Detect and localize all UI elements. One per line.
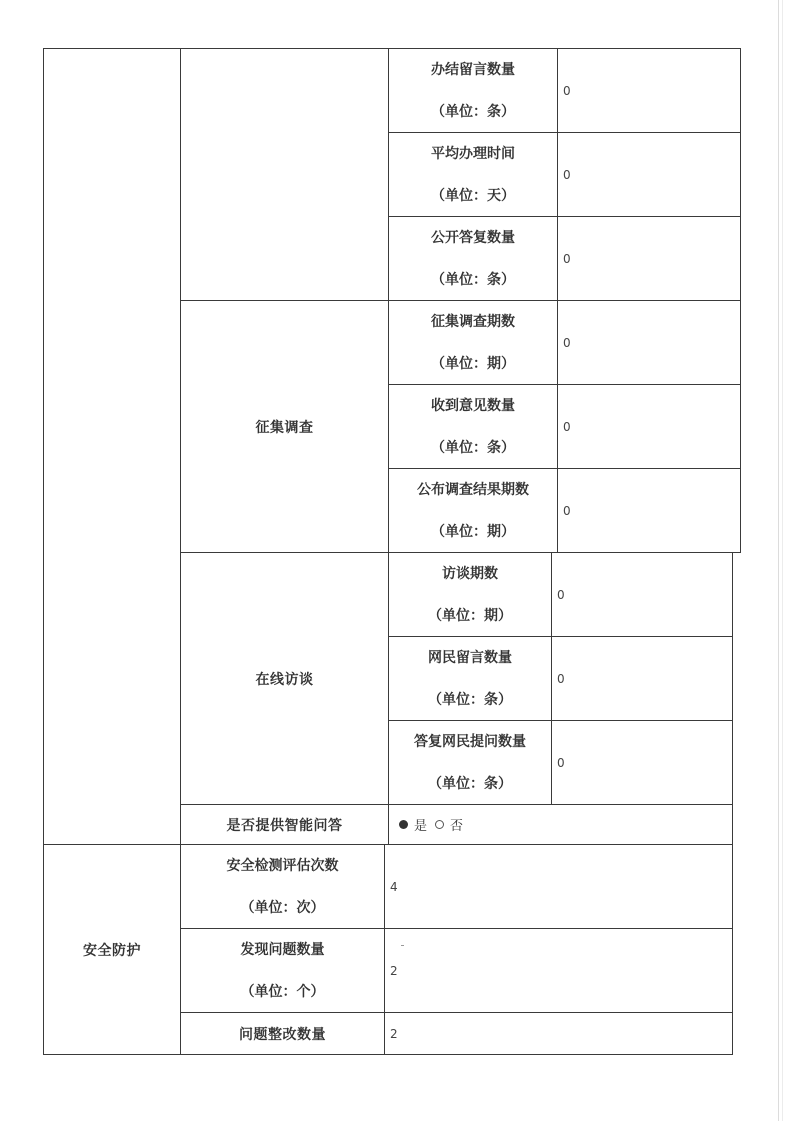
row-label-cell bbox=[388, 552, 552, 637]
row-label: 平均办理时间 bbox=[431, 145, 515, 162]
row-label: 办结留言数量 bbox=[431, 61, 515, 78]
row-label-cell bbox=[388, 48, 558, 133]
row-label-cell bbox=[180, 844, 385, 929]
row-label: 公开答复数量 bbox=[431, 229, 515, 246]
scan-edge bbox=[782, 0, 783, 1121]
row-unit: （单位：条） bbox=[428, 775, 512, 792]
row-value-cell bbox=[557, 48, 741, 133]
row-unit: （单位：条） bbox=[431, 103, 515, 120]
security-category-cell bbox=[43, 844, 181, 1055]
row-label-cell bbox=[388, 720, 552, 805]
row-label-cell bbox=[388, 216, 558, 301]
interview-label: 在线访谈 bbox=[255, 671, 314, 688]
row-value-cell bbox=[557, 300, 741, 385]
row-label: 答复网民提问数量 bbox=[414, 733, 526, 750]
row-label: 网民留言数量 bbox=[428, 649, 512, 666]
radio-yes[interactable] bbox=[399, 820, 408, 829]
row-unit: （单位：期） bbox=[428, 607, 512, 624]
interview-category-cell bbox=[180, 552, 389, 805]
row-value: 0 bbox=[557, 587, 565, 602]
security-label: 安全防护 bbox=[83, 942, 141, 959]
top-subcategory-cell bbox=[180, 48, 389, 301]
radio-yes-label: 是 bbox=[414, 819, 428, 834]
smart-qa-label-cell bbox=[180, 804, 389, 845]
row-unit: （单位：个） bbox=[240, 983, 325, 1000]
row-value: 0 bbox=[563, 83, 571, 98]
row-label: 征集调查期数 bbox=[431, 313, 515, 330]
row-value-cell bbox=[557, 468, 741, 553]
row-value: 0 bbox=[557, 755, 565, 770]
row-value-cell bbox=[384, 1012, 733, 1055]
row-label-cell bbox=[180, 1012, 385, 1055]
row-label-cell bbox=[388, 468, 558, 553]
scan-speck bbox=[401, 945, 404, 946]
row-unit: （单位：期） bbox=[431, 355, 515, 372]
row-label-cell bbox=[388, 384, 558, 469]
row-value: 0 bbox=[557, 671, 565, 686]
row-value: 2 bbox=[390, 1026, 398, 1041]
survey-category-cell bbox=[180, 300, 389, 553]
radio-no-label: 否 bbox=[450, 819, 464, 834]
row-unit: （单位：天） bbox=[431, 187, 515, 204]
row-unit: （单位：条） bbox=[431, 439, 515, 456]
row-label-cell bbox=[388, 300, 558, 385]
row-label: 公布调查结果期数 bbox=[417, 481, 529, 498]
row-value: 0 bbox=[563, 251, 571, 266]
row-unit: （单位：条） bbox=[431, 271, 515, 288]
row-value-cell bbox=[557, 384, 741, 469]
outer-category-cell bbox=[43, 48, 181, 845]
row-label: 发现问题数量 bbox=[240, 941, 325, 958]
row-label-cell bbox=[388, 636, 552, 721]
smart-qa-options-cell bbox=[388, 804, 733, 845]
scan-edge bbox=[778, 0, 779, 1121]
survey-label: 征集调查 bbox=[255, 419, 314, 436]
row-value: 0 bbox=[563, 167, 571, 182]
row-value-cell bbox=[384, 928, 733, 1013]
row-value: 0 bbox=[563, 335, 571, 350]
row-label: 访谈期数 bbox=[442, 565, 498, 582]
row-unit: （单位：次） bbox=[240, 899, 325, 916]
row-value-cell bbox=[557, 216, 741, 301]
smart-qa-label: 是否提供智能问答 bbox=[226, 817, 343, 834]
radio-no[interactable] bbox=[435, 820, 444, 829]
row-value: 4 bbox=[390, 879, 398, 894]
row-value-cell bbox=[551, 552, 733, 637]
row-unit: （单位：条） bbox=[428, 691, 512, 708]
row-label-cell bbox=[388, 132, 558, 217]
row-value: 0 bbox=[563, 419, 571, 434]
row-unit: （单位：期） bbox=[431, 523, 515, 540]
row-label: 安全检测评估次数 bbox=[226, 857, 339, 874]
row-value-cell bbox=[557, 132, 741, 217]
row-label-cell bbox=[180, 928, 385, 1013]
row-label: 问题整改数量 bbox=[239, 1026, 326, 1043]
row-value: 2 bbox=[390, 963, 398, 978]
row-value-cell bbox=[551, 636, 733, 721]
row-label: 收到意见数量 bbox=[431, 397, 515, 414]
row-value: 0 bbox=[563, 503, 571, 518]
row-value-cell bbox=[551, 720, 733, 805]
row-value-cell bbox=[384, 844, 733, 929]
